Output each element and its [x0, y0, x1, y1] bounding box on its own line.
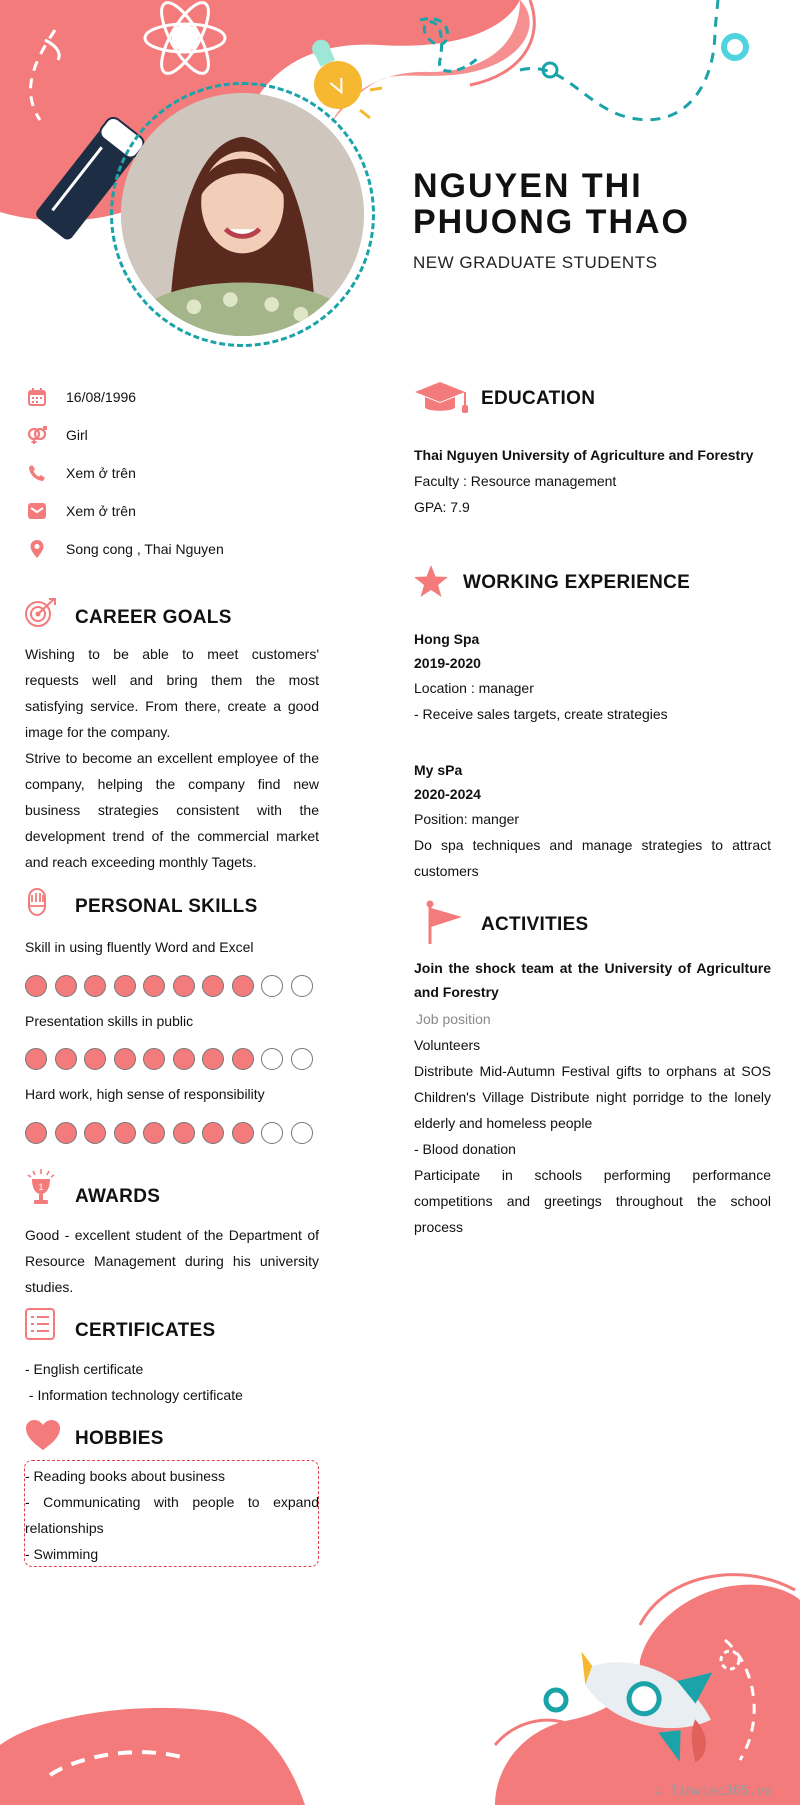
contact-value: 16/08/1996 — [66, 389, 137, 405]
hobbies-title: HOBBIES — [75, 1428, 164, 1449]
job-line: - Receive sales targets, create strategies — [414, 706, 668, 722]
rating-dot-filled — [173, 1048, 195, 1070]
education-school: Thai Nguyen University of Agriculture and Forestry — [414, 447, 754, 463]
activity-role: Volunteers — [414, 1037, 481, 1053]
target-icon — [24, 596, 58, 628]
rating-dot-filled — [84, 975, 106, 997]
profile-photo-frame — [110, 82, 375, 347]
job-period: 2019-2020 — [414, 655, 481, 671]
skill-label: Presentation skills in public — [25, 1013, 194, 1029]
rating-dot-filled — [173, 975, 195, 997]
rating-dot-filled — [25, 1048, 47, 1070]
certificates-title: CERTIFICATES — [75, 1320, 216, 1341]
flag-icon — [422, 900, 464, 946]
certificate-item: - English certificate — [25, 1361, 144, 1377]
fist-icon — [25, 886, 49, 918]
rating-dot-filled — [232, 1122, 254, 1144]
graduation-cap-icon — [413, 380, 471, 416]
rating-dot-filled — [143, 1122, 165, 1144]
skill-label: Hard work, high sense of responsibility — [25, 1086, 265, 1102]
activity-heading: Join the shock team at the University of Agriculture and Forestry — [414, 960, 771, 1000]
contact-birthday — [26, 385, 326, 409]
candidate-name: NGUYEN THI PHUONG THAO — [413, 167, 690, 241]
rating-dot-filled — [25, 1122, 47, 1144]
rating-dot-empty — [291, 1122, 313, 1144]
profile-photo — [121, 93, 364, 336]
contact-gender — [26, 423, 326, 447]
rating-dot-filled — [55, 975, 77, 997]
contact-value: Song cong , Thai Nguyen — [66, 541, 224, 557]
awards-title: AWARDS — [75, 1186, 161, 1207]
rating-dot-filled — [55, 1122, 77, 1144]
rating-dot-filled — [202, 1048, 224, 1070]
rating-dot-filled — [55, 1048, 77, 1070]
contact-phone — [26, 461, 326, 485]
rating-dot-empty — [261, 1048, 283, 1070]
rating-dot-empty — [261, 1122, 283, 1144]
job-company: Hong Spa — [414, 631, 480, 647]
location-pin-icon — [26, 538, 48, 560]
education-title: EDUCATION — [481, 388, 596, 409]
activity-job-position: Job position — [416, 1011, 491, 1027]
awards-text: Good - excellent student of the Department of Resource Management during his university studies. — [25, 1227, 319, 1295]
education-faculty: Faculty : Resource management — [414, 473, 617, 489]
rating-dot-filled — [84, 1048, 106, 1070]
contact-address — [26, 537, 326, 561]
rating-dot-empty — [291, 975, 313, 997]
watermark: ∴ Timviec365.vn — [654, 1784, 772, 1799]
certificate-item: - Information technology certificate — [25, 1387, 243, 1403]
rating-dot-empty — [291, 1048, 313, 1070]
portrait-illustration — [121, 93, 364, 336]
rating-dot-filled — [232, 1048, 254, 1070]
hobby-item: - Reading books about business — [25, 1468, 226, 1484]
career-goals-title: CAREER GOALS — [75, 607, 232, 628]
email-icon — [26, 500, 48, 522]
rating-dot-filled — [202, 1122, 224, 1144]
skill-label: Skill in using fluently Word and Excel — [25, 939, 254, 955]
career-goals-paragraph-2: Strive to become an excellent employee of the company, helping the company find new business strategies consistent with the development trend of the commercial market and reach exceeding monthly Tagets. — [25, 750, 319, 870]
job-line: Location : manager — [414, 680, 534, 696]
hobby-item: - Communicating with people to expand relationships — [25, 1494, 319, 1536]
contact-email — [26, 499, 326, 523]
job-period: 2020-2024 — [414, 786, 481, 802]
activities-title: ACTIVITIES — [481, 914, 589, 935]
skill-rating — [25, 1048, 313, 1070]
activity-description: Distribute Mid-Autumn Festival gifts to orphans at SOS Children's Village Distribute night porridge to the lonely elderly and homeless people — [414, 1063, 771, 1131]
rating-dot-filled — [114, 1122, 136, 1144]
calendar-icon — [26, 386, 48, 408]
rating-dot-filled — [114, 975, 136, 997]
activity-description: Participate in schools performing performance competitions and greetings throughout the school process — [414, 1167, 771, 1235]
rating-dot-filled — [202, 975, 224, 997]
rating-dot-empty — [261, 975, 283, 997]
phone-icon — [26, 462, 48, 484]
heart-icon — [24, 1418, 62, 1452]
certificate-icon — [24, 1307, 56, 1341]
svg-text:1: 1 — [38, 1182, 44, 1192]
skill-rating — [25, 1122, 313, 1144]
education-gpa: GPA: 7.9 — [414, 499, 470, 515]
job-line: Do spa techniques and manage strategies to attract customers — [414, 837, 771, 879]
gender-icon — [26, 424, 48, 446]
rating-dot-filled — [173, 1122, 195, 1144]
job-company: My sPa — [414, 762, 463, 778]
rating-dot-filled — [114, 1048, 136, 1070]
trophy-icon — [24, 1167, 58, 1207]
rating-dot-filled — [232, 975, 254, 997]
career-goals-paragraph-1: Wishing to be able to meet customers' requests well and bring them the most satisfying service. From there, create a good image for the company. — [25, 646, 319, 740]
contact-value: Xem ở trên — [66, 465, 136, 481]
job-line: Position: manger — [414, 811, 520, 827]
rating-dot-filled — [143, 975, 165, 997]
activity-description: - Blood donation — [414, 1141, 516, 1157]
skill-rating — [25, 975, 313, 997]
contact-value: Xem ở trên — [66, 503, 136, 519]
rating-dot-filled — [25, 975, 47, 997]
personal-skills-title: PERSONAL SKILLS — [75, 896, 258, 917]
experience-title: WORKING EXPERIENCE — [463, 572, 691, 593]
rating-dot-filled — [143, 1048, 165, 1070]
star-icon — [413, 564, 449, 598]
hobby-item: - Swimming — [25, 1546, 99, 1562]
candidate-role: NEW GRADUATE STUDENTS — [413, 253, 658, 272]
rating-dot-filled — [84, 1122, 106, 1144]
contact-value: Girl — [66, 427, 88, 443]
